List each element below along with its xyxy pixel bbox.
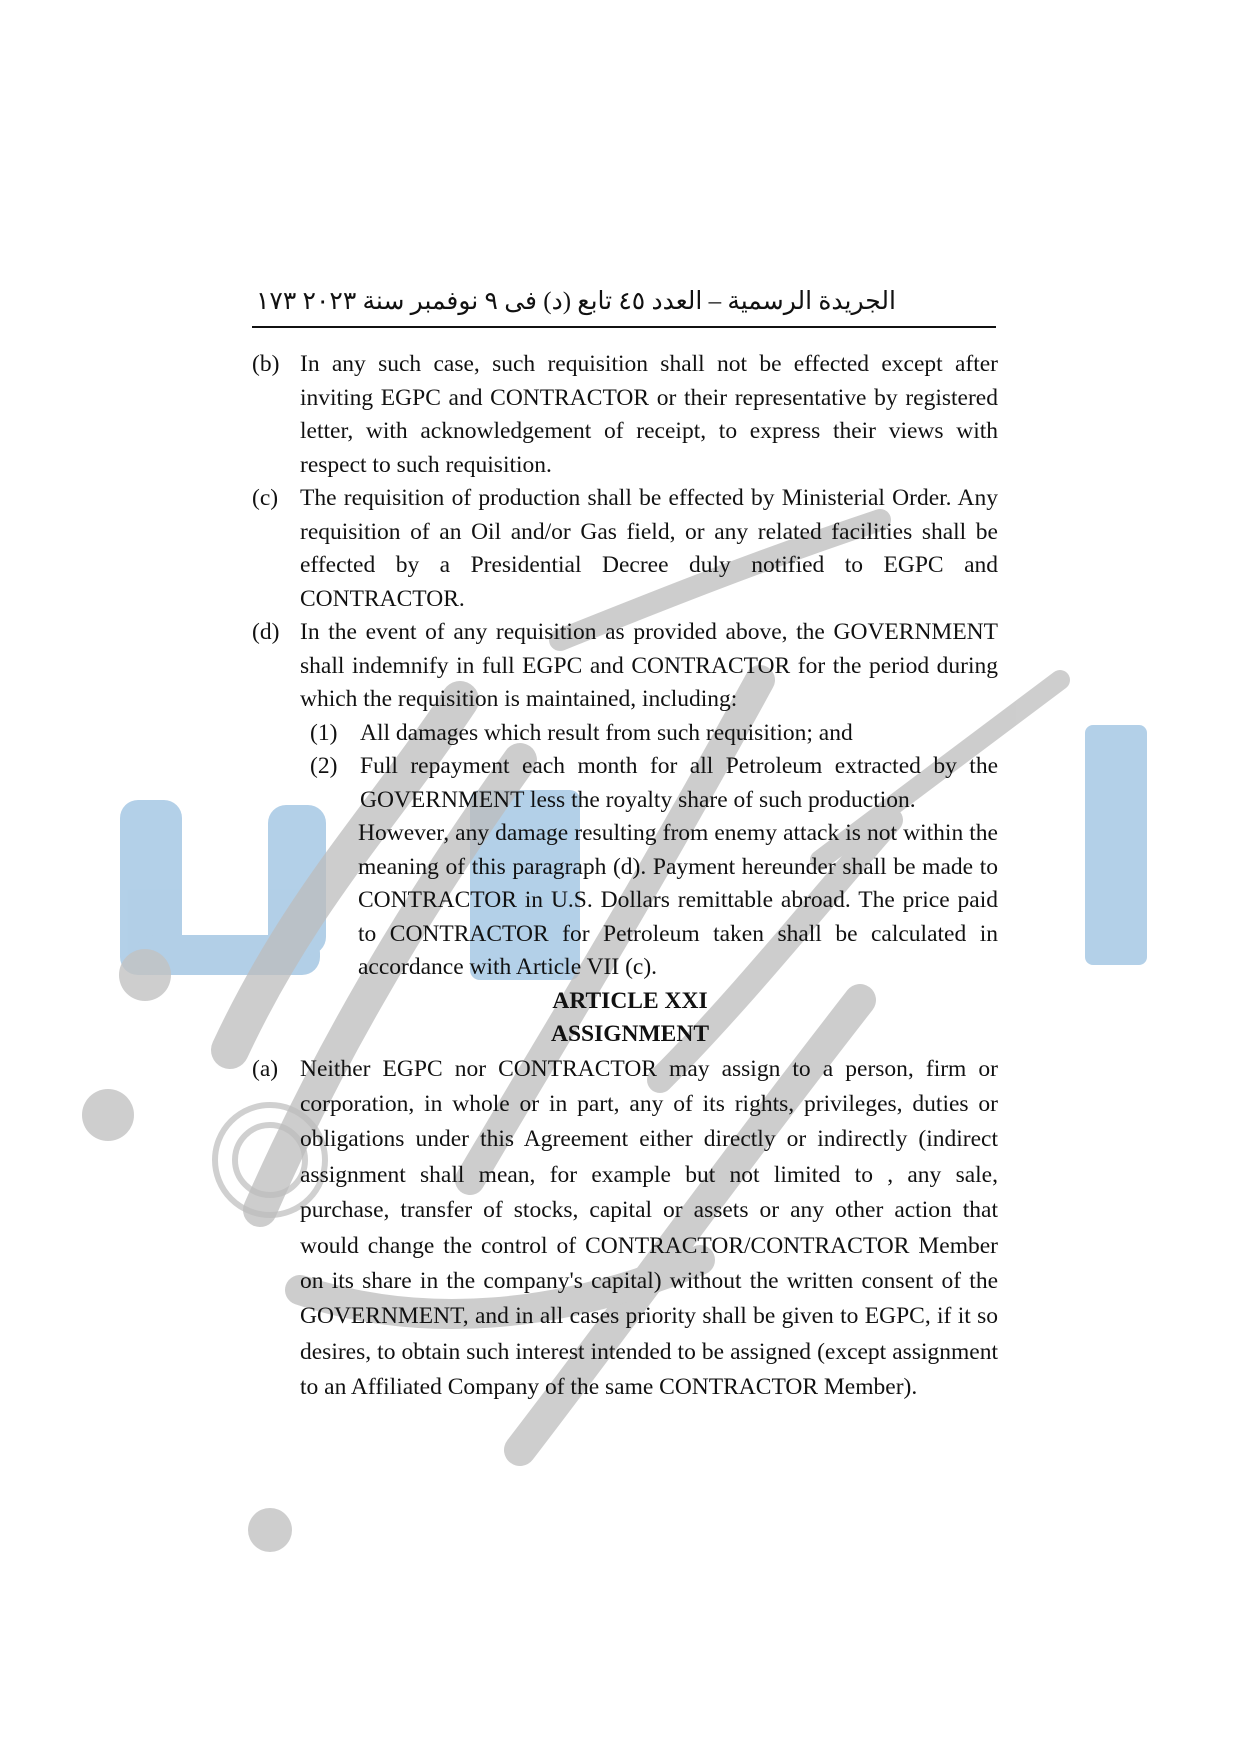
article-title: ASSIGNMENT [550,1021,709,1047]
paragraph-text: In any such case, such requisition shall not be effected except after inviting EGPC and CONTRACTOR or their representative by registered letter, with acknowledgement of receipt, to express their views with respect to such requisition. [300,351,998,478]
gazette-title: الجريدة الرسمية – العدد ٤٥ تابع (د) فى ٩ نوفمبر سنة ٢٠٢٣ [302,288,896,315]
paragraph-b [252,348,998,482]
sub-item-2 [252,750,998,817]
page-header [252,286,996,328]
paragraph-text: In the event of any requisition as provided above, the GOVERNMENT shall indemnify in full EGPC and CONTRACTOR for the period during which the requisition is maintained, including: [300,619,998,712]
paragraph-a [252,1052,998,1406]
sub-item-text: Full repayment each month for all Petroleum extracted by the GOVERNMENT less the royalty share of such production. [360,753,998,813]
paragraph-label: (b) [252,351,280,377]
sub-item-label: (1) [310,719,338,746]
paragraph-label: (a) [252,1055,279,1082]
sub-item-1 [252,717,998,751]
article-number: ARTICLE XXI [552,987,708,1014]
paragraph-c [252,482,998,616]
paragraph-text: The requisition of production shall be effected by Ministerial Order. Any requisition of an Oil and/or Gas field, or any related facilities shall be effected by a Presidential Decree duly notified to EGPC and CONTRACTOR. [300,485,998,612]
sub-item-text: All damages which result from such requisition; and [360,719,853,746]
paragraph-label: (d) [252,619,280,645]
document-body [252,348,998,1406]
paragraph-label: (c) [252,485,279,511]
paragraph-d [252,616,998,717]
paragraph-d-continuation: However, any damage resulting from enemy attack is not within the meaning of this paragraph (d). Payment hereunder shall be made to CONTRACTOR in U.S. Dollars remittable abroad. The price paid to CONTRACTOR for Petroleum taken shall be calculated in accordance with Article VII (c). [358,820,998,980]
sub-item-label: (2) [310,753,338,779]
paragraph-text: Neither EGPC nor CONTRACTOR may assign to a person, firm or corporation, in whole or in part, any of its rights, privileges, duties or obligations under this Agreement either directly or indirectly (indirect assignment shall mean, for example but not limited to , any sale, purchase, transfer of stocks, capital or assets or any other action that would change the control of CONTRACTOR/CONTRACTOR Member on its share in the company's capital) without the written consent of the GOVERNMENT, and in all cases priority shall be given to EGPC, if it so desires, to obtain such interest intended to be assigned (except assignment to an Affiliated Company of the same CONTRACTOR Member). [300,1055,998,1401]
page-number: ١٧٣ [256,288,297,315]
